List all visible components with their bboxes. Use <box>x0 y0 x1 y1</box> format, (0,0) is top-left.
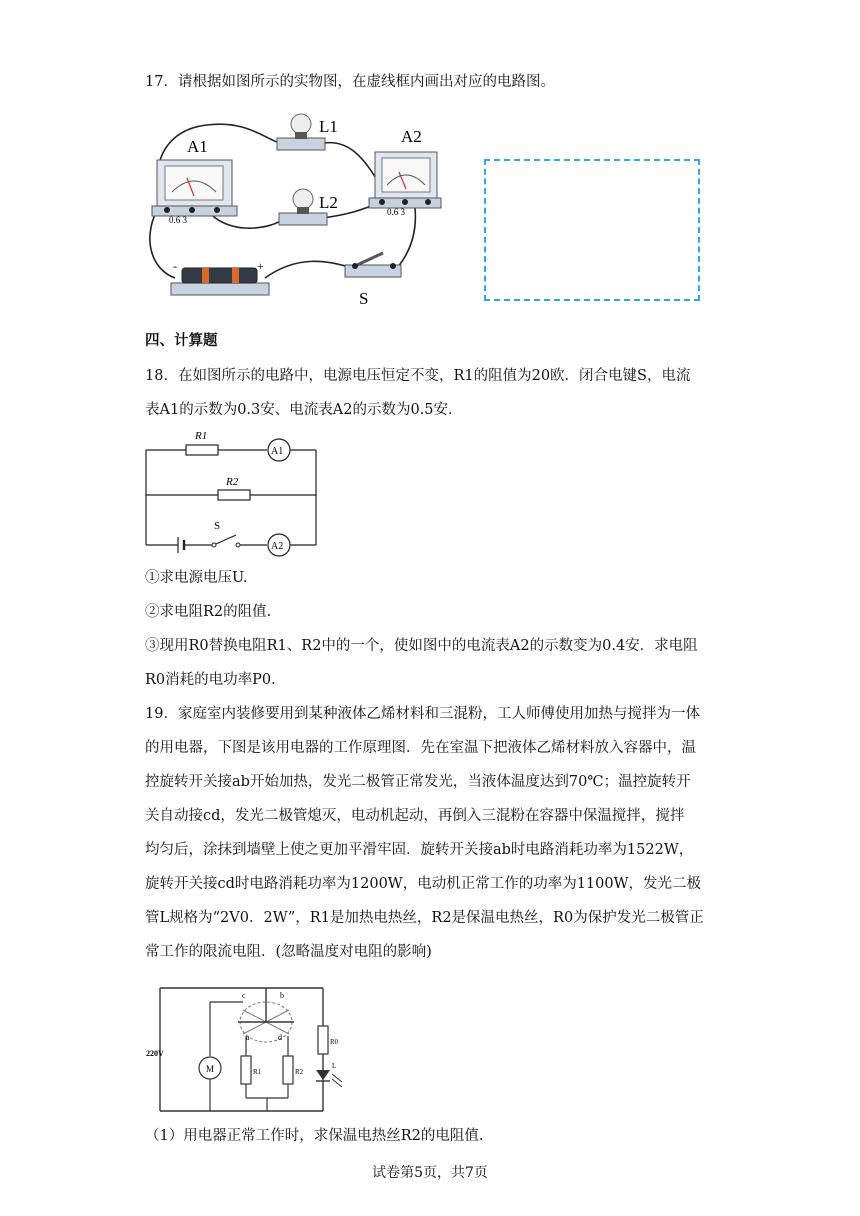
l-label: L <box>332 1062 337 1070</box>
r2-label: R2 <box>295 1068 304 1076</box>
q19-line-4: 关自动接cd，发光二极管熄灭，电动机起动，再倒入三混粉在容器中保温搅拌，搅拌 <box>145 808 685 824</box>
q19-circuit-diagram <box>148 978 358 1118</box>
q17-text: 17．请根据如图所示的实物图，在虚线框内画出对应的电路图。 <box>145 74 555 90</box>
q18-circuit-diagram <box>140 428 330 558</box>
r1-resistor <box>186 445 218 455</box>
q19-line-3: 控旋转开关接ab开始加热，发光二极管正常发光，当液体温度达到70℃；温控旋转开 <box>145 774 691 790</box>
r0-resistor <box>318 1026 328 1054</box>
switch-s-label: S <box>359 289 369 308</box>
a-label: a <box>246 1033 250 1042</box>
r1-label: R1 <box>195 430 208 442</box>
q18-sub3a: ③现用R0替换电阻R1、R2中的一个，使如图中的电流表A2的示数变为0.4安．求电阻 <box>145 638 698 654</box>
page-footer: 试卷第5页，共7页 <box>372 1165 488 1181</box>
l1-label: L1 <box>319 117 338 136</box>
q18-line1: 18．在如图所示的电路中，电源电压恒定不变，R1的阻值为20欧．闭合电键S，电流 <box>145 368 691 384</box>
section-title: 四、计算题 <box>145 332 218 349</box>
r0-label: R0 <box>330 1038 339 1046</box>
q19-line-6: 旋转开关接cd时电路消耗功率为1200W，电动机正常工作的功率为1100W，发光二极 <box>145 876 702 892</box>
c-label: c <box>242 991 246 1000</box>
v220-label: 220V <box>146 1049 164 1058</box>
battery-minus-label: - <box>173 259 177 273</box>
answer-dashed-box[interactable] <box>484 159 700 301</box>
a1-scale: 0.6 3 <box>169 215 187 225</box>
r1-resistor <box>241 1056 251 1084</box>
q19-sub1: （1）用电器正常工作时，求保温电热丝R2的电阻值. <box>145 1128 484 1144</box>
r2-resistor <box>218 490 250 500</box>
ammeter-a1-icon <box>152 160 237 216</box>
led-icon <box>316 1070 330 1080</box>
a2-scale: 0.6 3 <box>387 207 405 217</box>
bulb-l1-icon <box>277 114 325 150</box>
r2-label: R2 <box>226 476 239 488</box>
a1-label: A1 <box>271 446 284 457</box>
d-label: d <box>278 1033 282 1042</box>
q19-line-5: 均匀后，涂抹到墙壁上使之更加平滑牢固．旋转开关接ab时电路消耗功率为1522W， <box>145 842 694 858</box>
q18-line2: 表A1的示数为0.3安、电流表A2的示数为0.5安． <box>145 402 463 418</box>
switch-blade-icon <box>216 535 236 544</box>
a2-label: A2 <box>271 541 284 552</box>
q19-line-2: 的用电器，下图是该用电器的工作原理图．先在室温下把液体乙烯材料放入容器中，温 <box>145 740 696 756</box>
q17-physical-circuit-figure <box>147 110 447 310</box>
q18-sub3b: R0消耗的电功率P0. <box>145 672 276 688</box>
s-label: S <box>214 520 221 532</box>
switch-icon <box>345 253 401 277</box>
battery-icon <box>171 268 269 295</box>
q18-sub2: ②求电阻R2的阻值. <box>145 604 272 620</box>
q19-line-7: 管L规格为“2V0．2W”，R1是加热电热丝，R2是保温电热丝，R0为保护发光二极管正 <box>145 910 704 926</box>
q18-sub1: ①求电源电压U. <box>145 570 248 586</box>
l2-label: L2 <box>319 193 338 212</box>
battery-plus-label: + <box>257 259 264 273</box>
a2-label: A2 <box>401 127 422 146</box>
ammeter-a2-icon <box>369 152 441 208</box>
a1-label: A1 <box>187 137 208 156</box>
r2-resistor <box>283 1056 293 1084</box>
m-label: M <box>206 1064 215 1074</box>
q19-line-8: 常工作的限流电阻．(忽略温度对电阻的影响) <box>145 944 432 960</box>
b-label: b <box>280 991 284 1000</box>
r1-label: R1 <box>253 1068 262 1076</box>
q19-line-1: 19．家庭室内装修要用到某种液体乙烯材料和三混粉，工人师傅使用加热与搅拌为一体 <box>145 706 700 722</box>
